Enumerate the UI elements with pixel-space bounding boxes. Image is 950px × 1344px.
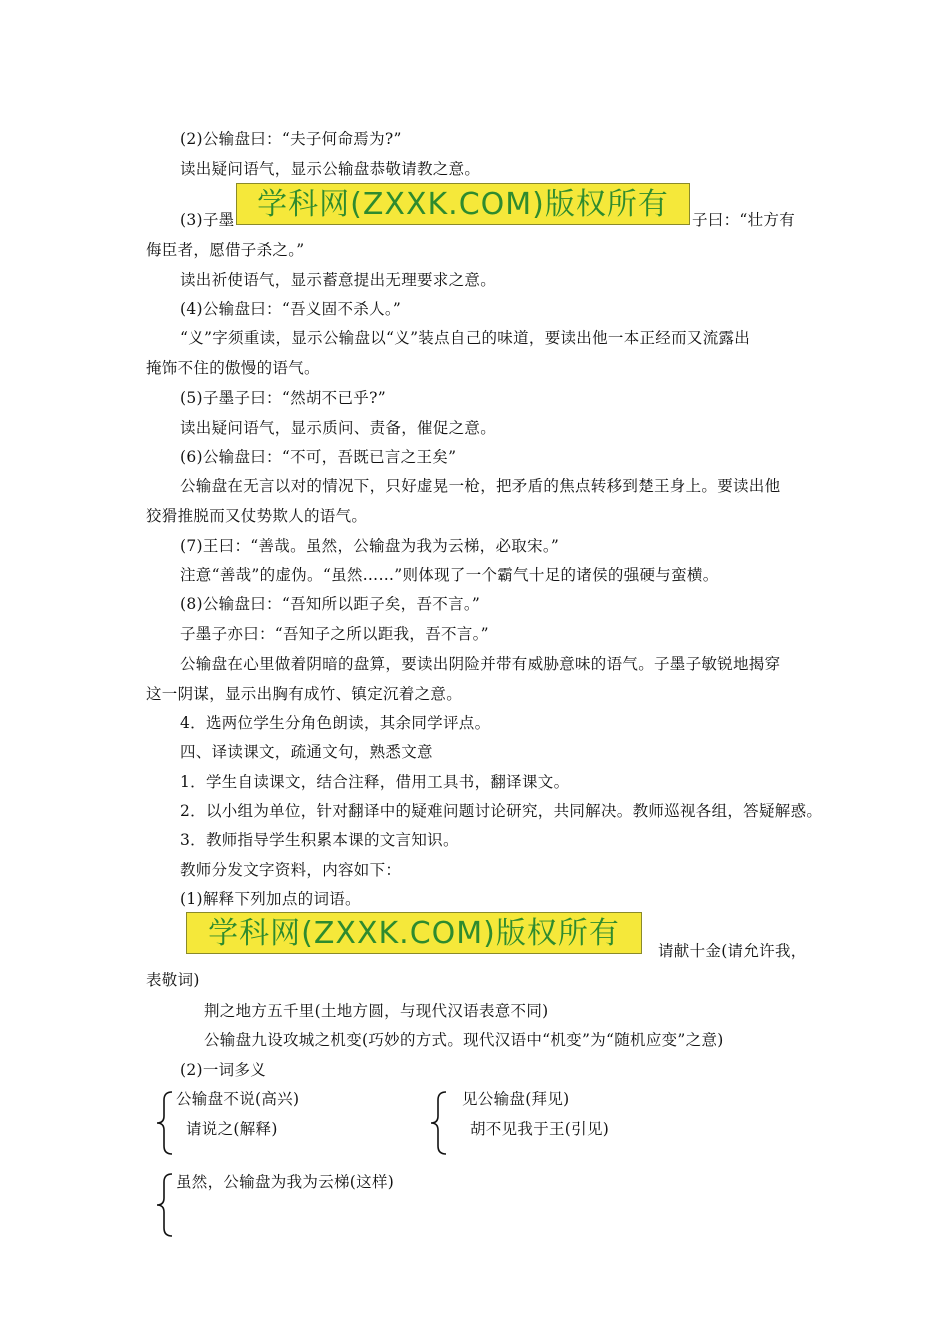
text-line: 2．以小组为单位，针对翻译中的疑难问题讨论研究，共同解决。教师巡视各组，答疑解惑。 [180, 802, 823, 820]
text-line: 教师分发文字资料，内容如下： [180, 861, 402, 879]
text-line: (8)公输盘曰：“吾知所以距子矣，吾不言。” [180, 595, 481, 613]
text-line: 四、译读课文，疏通文句，熟悉文意 [180, 743, 433, 761]
text-line: 公输盘不说(高兴) [176, 1090, 300, 1108]
text-line: 1．学生自读课文，结合注释，借用工具书，翻译课文。 [180, 773, 570, 791]
text-line: (3)子墨 [180, 211, 235, 229]
text-line: 侮臣者，愿借子杀之。” [146, 241, 305, 259]
text-line: 4．选两位学生分角色朗读，其余同学评点。 [180, 714, 491, 732]
text-line: 狡猾推脱而又仗势欺人的语气。 [146, 507, 368, 525]
text-line: (5)子墨子曰：“然胡不已乎?” [180, 389, 386, 407]
text-line: 胡不见我于王(引见) [470, 1120, 610, 1138]
left-brace-icon [154, 1090, 176, 1156]
text-line: 读出祈使语气，显示蓄意提出无理要求之意。 [180, 271, 497, 289]
text-line: 读出疑问语气，显示公输盘恭敬请教之意。 [180, 160, 481, 178]
text-line: 表敬词) [146, 971, 200, 989]
text-line: 公输盘在无言以对的情况下，只好虚晃一枪，把矛盾的焦点转移到楚王身上。要读出他 [180, 477, 781, 495]
text-line: (6)公输盘曰：“不可，吾既已言之王矣” [180, 448, 457, 466]
text-line: 掩饰不住的傲慢的语气。 [146, 359, 320, 377]
watermark-banner: 学科网(ZXXK.COM)版权所有 [236, 183, 690, 225]
left-brace-icon [428, 1090, 450, 1156]
text-line: 子曰：“壮方有 [692, 211, 796, 229]
text-line: 子墨子亦曰：“吾知子之所以距我，吾不言。” [180, 625, 489, 643]
text-line: 见公输盘(拜见) [462, 1090, 570, 1108]
text-line: (7)王曰：“善哉。虽然，公输盘为我为云梯，必取宋。” [180, 537, 560, 555]
text-line: 公输盘在心里做着阴暗的盘算，要读出阴险并带有威胁意味的语气。子墨子敏锐地揭穿 [180, 655, 781, 673]
text-line: (2)一词多义 [180, 1061, 267, 1079]
text-line: (4)公输盘曰：“吾义固不杀人。” [180, 300, 402, 318]
text-line: (2)公输盘曰：“夫子何命焉为?” [180, 130, 402, 148]
left-brace-icon [154, 1172, 176, 1238]
text-line: 注意“善哉”的虚伪。“虽然……”则体现了一个霸气十足的诸侯的强硬与蛮横。 [180, 566, 719, 584]
text-line: (1)解释下列加点的词语。 [180, 890, 361, 908]
text-line: 虽然，公输盘为我为云梯(这样) [176, 1173, 395, 1191]
text-line: 请说之(解释) [186, 1120, 278, 1138]
text-line: “义”字须重读，显示公输盘以“义”装点自己的味道，要读出他一本正经而又流露出 [180, 329, 751, 347]
text-line: 荆之地方五千里(土地方圆，与现代汉语表意不同) [204, 1002, 549, 1020]
text-line: 请献十金(请允许我， [658, 942, 807, 960]
text-line: 读出疑问语气，显示质问、责备，催促之意。 [180, 419, 497, 437]
text-line: 3．教师指导学生积累本课的文言知识。 [180, 831, 459, 849]
watermark-banner: 学科网(ZXXK.COM)版权所有 [186, 912, 642, 954]
text-line: 公输盘九设攻城之机变(巧妙的方式。现代汉语中“机变”为“随机应变”之意) [204, 1031, 724, 1049]
text-line: 这一阴谋，显示出胸有成竹、镇定沉着之意。 [146, 685, 463, 703]
